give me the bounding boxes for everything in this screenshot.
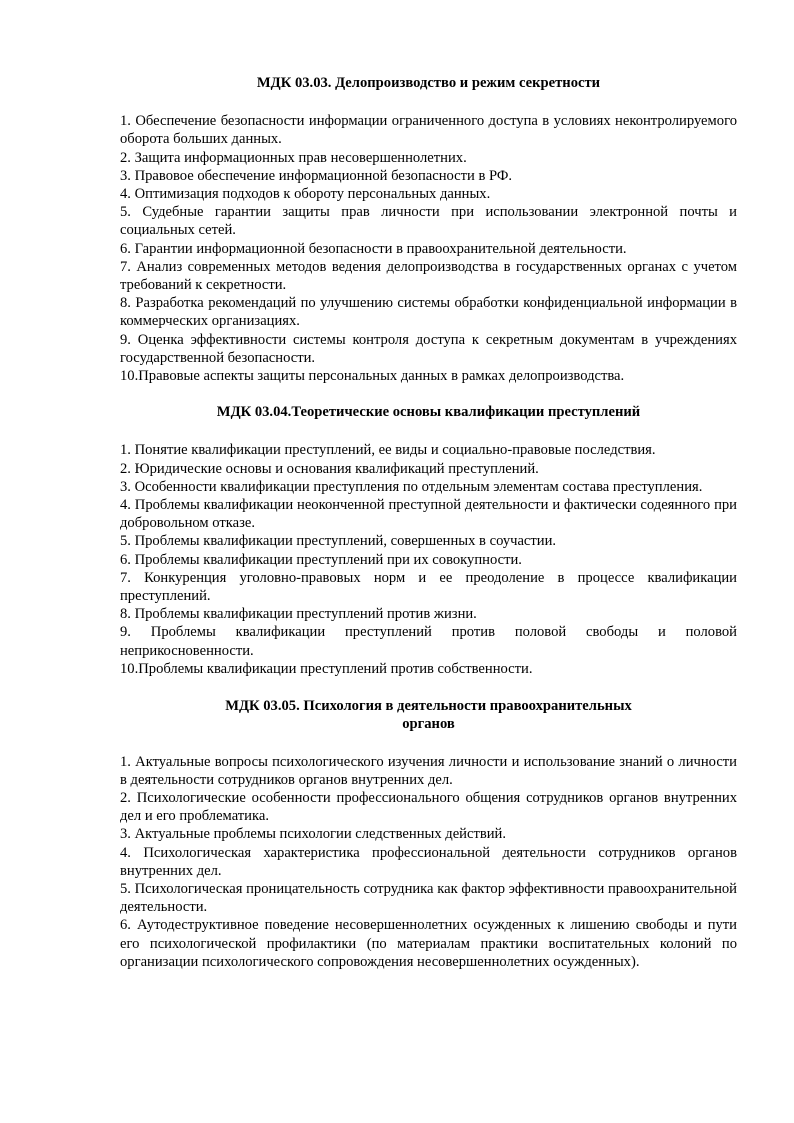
list-item: 4. Психологическая характеристика профессиональной деятельности сотрудников органов внутренних дел. bbox=[120, 844, 737, 879]
list-item: 2. Защита информационных прав несовершеннолетних. bbox=[120, 149, 467, 166]
list-item: 10.Проблемы квалификации преступлений против собственности. bbox=[120, 660, 533, 677]
list-item: 8. Проблемы квалификации преступлений против жизни. bbox=[120, 606, 477, 623]
list-item: 5. Судебные гарантии защиты прав личности при использовании электронной почты и социальных сетей. bbox=[120, 204, 737, 239]
list-item: 6. Аутодеструктивное поведение несовершеннолетних осужденных к лишению свободы и пути его психологической профилактики (по материалам практики воспитательных колоний по организации психологического сопровождения несовершеннолетних осужденных). bbox=[120, 917, 737, 970]
list-item: 9. Оценка эффективности системы контроля доступа к секретным документам в учреждениях государственной безопасности. bbox=[120, 331, 737, 366]
list-item: 10.Правовые аспекты защиты персональных данных в рамках делопроизводства. bbox=[120, 368, 625, 385]
topic-list bbox=[120, 753, 737, 971]
section-heading: МДК 03.03. Делопроизводство и режим секретности bbox=[256, 75, 601, 91]
list-item: 8. Разработка рекомендаций по улучшению системы обработки конфиденциальной информации в коммерческих организациях. bbox=[120, 295, 737, 330]
section-mdk-03-03 bbox=[120, 74, 737, 385]
list-item: 1. Актуальные вопросы психологического изучения личности и использование знаний о личности в деятельности сотрудников органов внутренних дел. bbox=[120, 753, 737, 788]
list-item: 6. Проблемы квалификации преступлений при их совокупности. bbox=[120, 551, 522, 568]
list-item: 3. Правовое обеспечение информационной безопасности в РФ. bbox=[120, 167, 513, 184]
list-item: 2. Юридические основы и основания квалификаций преступлений. bbox=[120, 460, 539, 477]
section-mdk-03-04 bbox=[120, 403, 737, 678]
topic-list bbox=[120, 112, 737, 385]
list-item: 4. Оптимизация подходов к обороту персональных данных. bbox=[120, 186, 491, 203]
section-heading: МДК 03.05. Психология в деятельности правоохранительных органов bbox=[225, 698, 632, 733]
list-item: 7. Конкуренция уголовно-правовых норм и ее преодоление в процессе квалификации преступлений. bbox=[120, 569, 737, 605]
section-mdk-03-05 bbox=[120, 697, 737, 971]
list-item: 9. Проблемы квалификации преступлений против половой свободы и половой неприкосновенности. bbox=[120, 624, 737, 659]
topic-list bbox=[120, 441, 737, 678]
section-heading: МДК 03.04.Теоретические основы квалификации преступлений bbox=[216, 404, 641, 421]
list-item: 3. Особенности квалификации преступления по отдельным элементам состава преступления. bbox=[120, 478, 703, 495]
list-item: 6. Гарантии информационной безопасности в правоохранительной деятельности. bbox=[120, 240, 627, 257]
list-item: 7. Анализ современных методов ведения делопроизводства в государственных органах с учетом требований к секретности. bbox=[120, 258, 737, 294]
list-item: 1. Понятие квалификации преступлений, ее виды и социально-правовые последствия. bbox=[120, 442, 656, 459]
list-item: 5. Психологическая проницательность сотрудника как фактор эффективности правоохранительной деятельности. bbox=[120, 880, 737, 916]
list-item: 5. Проблемы квалификации преступлений, совершенных в соучастии. bbox=[120, 533, 557, 550]
list-item: 2. Психологические особенности профессионального общения сотрудников органов внутренних дел и его проблематика. bbox=[120, 789, 737, 825]
document-page bbox=[120, 74, 737, 971]
list-item: 4. Проблемы квалификации неоконченной преступной деятельности и фактически содеянного при добровольном отказе. bbox=[120, 497, 737, 532]
list-item: 3. Актуальные проблемы психологии следственных действий. bbox=[120, 826, 506, 843]
list-item: 1. Обеспечение безопасности информации ограниченного доступа в условиях неконтролируемого оборота больших данных. bbox=[120, 113, 737, 148]
